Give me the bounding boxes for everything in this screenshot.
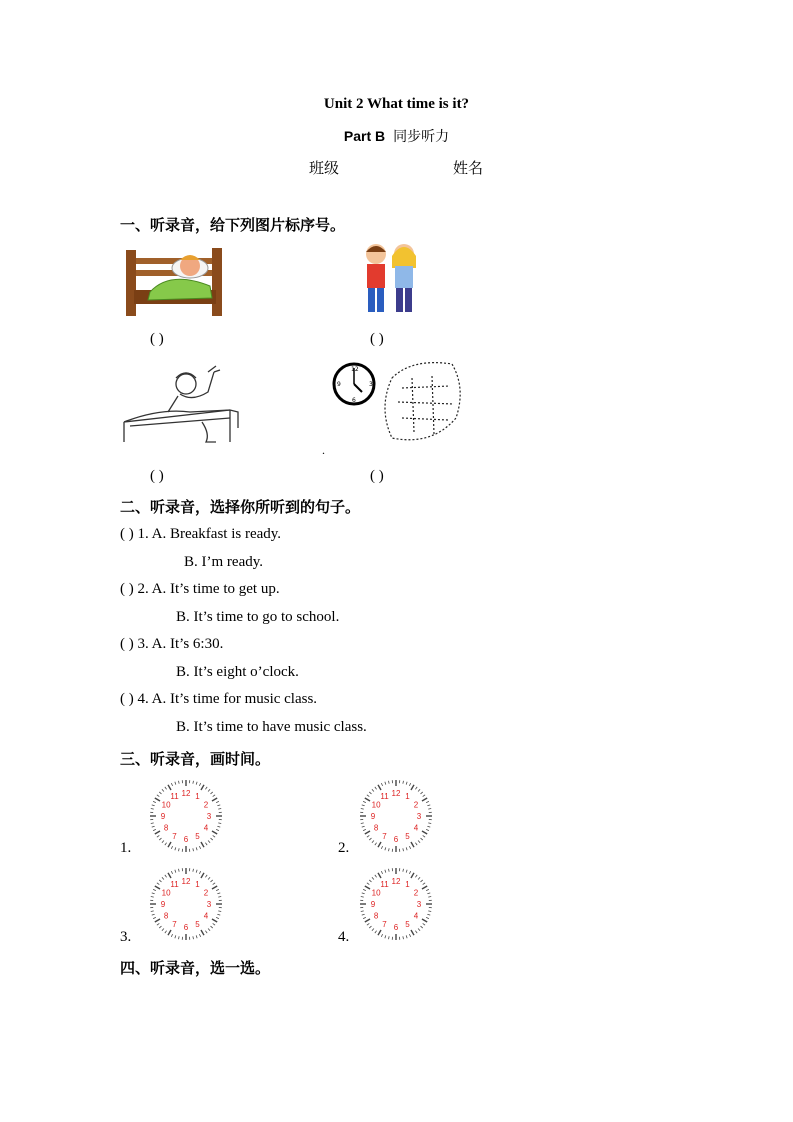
paren-4: ( ) xyxy=(370,468,384,484)
clock-tick xyxy=(153,889,156,890)
clock-numeral: 3 xyxy=(206,900,212,909)
clock-numeral: 6 xyxy=(183,835,189,844)
clock-tick xyxy=(369,880,371,882)
question-1-b: B. I’m ready. xyxy=(184,554,263,570)
clock-tick xyxy=(365,831,370,834)
clock-tick xyxy=(389,936,390,939)
clock-tick xyxy=(427,914,430,915)
clock-tick xyxy=(409,846,410,849)
clock-tick xyxy=(427,826,430,827)
clock-tick xyxy=(217,893,220,894)
clock-tick xyxy=(389,848,390,851)
clock-tick xyxy=(171,783,172,786)
clock-tick xyxy=(151,823,154,824)
svg-text:3: 3 xyxy=(369,381,373,388)
clock-tick xyxy=(157,883,159,885)
clock-tick xyxy=(389,781,390,784)
clock-tick xyxy=(216,917,219,918)
clock-face-2 xyxy=(356,776,436,856)
clock-tick xyxy=(157,923,159,925)
clock-tick xyxy=(378,930,381,935)
clock-numeral: 10 xyxy=(161,888,171,898)
clock-tick xyxy=(378,785,381,790)
clock-tick xyxy=(179,936,180,939)
clock-numeral: 8 xyxy=(373,823,379,833)
clock-tick xyxy=(389,869,390,872)
clock-numeral: 10 xyxy=(371,800,381,810)
clock-tick xyxy=(162,877,164,879)
clock-tick xyxy=(411,842,414,847)
clock-numeral: 8 xyxy=(163,823,169,833)
clock-tick xyxy=(213,883,215,885)
clock-tick xyxy=(378,873,381,878)
clock-tick xyxy=(175,935,176,938)
clock-tick xyxy=(422,886,427,889)
clock-tick xyxy=(423,923,425,925)
clock-tick xyxy=(165,931,167,933)
clock-tick xyxy=(193,936,194,939)
clock-tick xyxy=(409,871,410,874)
clock-tick xyxy=(179,869,180,872)
clock-tick xyxy=(362,914,365,915)
clock-numeral: 7 xyxy=(382,919,387,929)
clock-tick xyxy=(421,926,423,928)
clock-tick xyxy=(153,829,156,830)
clock-numeral: 1 xyxy=(405,880,410,890)
clock-tick xyxy=(153,801,156,802)
clock-tick xyxy=(365,886,370,889)
clock-numeral: 2 xyxy=(203,888,209,898)
clock-tick xyxy=(155,886,160,889)
section3-heading: 三、听录音，画时间。 xyxy=(120,750,271,768)
clock-tick xyxy=(422,798,427,801)
clock-tick xyxy=(168,785,171,790)
clock-tick xyxy=(213,923,215,925)
section4-heading: 四、听录音，选一选。 xyxy=(120,959,271,977)
clock-tick xyxy=(385,870,386,873)
clock-tick xyxy=(217,914,220,915)
clock-tick xyxy=(201,842,204,847)
clock-tick xyxy=(362,805,365,806)
clock-tick xyxy=(175,782,176,785)
clock-tick xyxy=(385,847,386,850)
clock-numeral: 10 xyxy=(371,888,381,898)
clock-numeral: 6 xyxy=(393,923,399,932)
clock-tick xyxy=(208,841,210,843)
svg-text:12: 12 xyxy=(351,366,359,373)
clock-tick xyxy=(427,893,430,894)
clock-tick xyxy=(159,926,161,928)
clock-tick xyxy=(406,870,407,873)
clock-tick xyxy=(367,835,369,837)
clock-tick xyxy=(159,792,161,794)
clock-face-4 xyxy=(356,864,436,944)
clock-numeral: 3 xyxy=(416,812,422,821)
clock-label-1: 1. xyxy=(120,840,132,856)
clock-tick xyxy=(162,841,164,843)
clock-tick xyxy=(363,917,366,918)
clock-numeral: 6 xyxy=(183,923,189,932)
clock-tick xyxy=(369,926,371,928)
clock-tick xyxy=(367,923,369,925)
clock-tick xyxy=(362,893,365,894)
clock-numeral: 12 xyxy=(181,877,191,886)
clock-tick xyxy=(216,829,219,830)
clock-tick xyxy=(217,826,220,827)
clock-tick xyxy=(218,809,221,810)
clock-tick xyxy=(155,798,160,801)
clock-numeral: 6 xyxy=(393,835,399,844)
clock-tick xyxy=(152,914,155,915)
clock-tick xyxy=(381,871,382,874)
clock-numeral: 4 xyxy=(413,823,419,833)
clock-tick xyxy=(367,883,369,885)
clock-tick xyxy=(208,789,210,791)
section1-heading: 一、听录音，给下列图片标序号。 xyxy=(120,216,346,234)
clock-numeral: 9 xyxy=(160,812,166,821)
clock-tick xyxy=(201,785,204,790)
clock-tick xyxy=(423,835,425,837)
clock-tick xyxy=(418,877,420,879)
clock-tick xyxy=(403,781,404,784)
clock-tick xyxy=(421,792,423,794)
clock-tick xyxy=(381,934,382,937)
clock-tick xyxy=(415,875,417,877)
clock-tick xyxy=(363,801,366,802)
question-2-a: ( ) 2. A. It’s time to get up. xyxy=(120,581,280,597)
clock-tick xyxy=(426,829,429,830)
clock-tick xyxy=(406,782,407,785)
clock-tick xyxy=(375,843,377,845)
clock-tick xyxy=(199,846,200,849)
clock-tick xyxy=(362,826,365,827)
clock-numeral: 2 xyxy=(413,888,419,898)
clock-tick xyxy=(369,838,371,840)
clock-numeral: 7 xyxy=(172,831,177,841)
clock-tick xyxy=(211,880,213,882)
clock-numeral: 11 xyxy=(170,880,179,890)
clock-tick xyxy=(212,831,217,834)
clock-numeral: 1 xyxy=(195,880,200,890)
clock-numeral: 4 xyxy=(203,911,209,921)
clock-numeral: 3 xyxy=(206,812,212,821)
clock-tick xyxy=(428,809,431,810)
clock-tick xyxy=(428,897,431,898)
clock-label-2: 2. xyxy=(338,840,350,856)
paren-1: ( ) xyxy=(150,331,164,347)
clock-tick xyxy=(365,798,370,801)
clock-tick xyxy=(216,889,219,890)
clock-tick xyxy=(418,841,420,843)
clock-tick xyxy=(363,889,366,890)
clock-tick xyxy=(196,782,197,785)
clock-numeral: 11 xyxy=(170,792,179,802)
clock-tick xyxy=(403,848,404,851)
clock-tick xyxy=(418,929,420,931)
clock-tick xyxy=(372,929,374,931)
clock-tick xyxy=(363,829,366,830)
clock-tick xyxy=(361,897,364,898)
clock-tick xyxy=(423,883,425,885)
clock-tick xyxy=(426,917,429,918)
clock-tick xyxy=(165,875,167,877)
clock-numeral: 8 xyxy=(163,911,169,921)
class-label: 班级 xyxy=(309,159,340,177)
section2-heading: 二、听录音，选择你所听到的句子。 xyxy=(120,498,361,516)
paren-2: ( ) xyxy=(370,331,384,347)
clock-tick xyxy=(152,805,155,806)
clock-tick xyxy=(415,843,417,845)
clock-tick xyxy=(199,783,200,786)
clock-tick xyxy=(372,841,374,843)
clock-tick xyxy=(409,934,410,937)
clock-tick xyxy=(218,911,221,912)
clock-numeral: 8 xyxy=(373,911,379,921)
clock-tick xyxy=(218,823,221,824)
part-label: Part B xyxy=(343,128,386,144)
clock-tick xyxy=(403,936,404,939)
clock-tick xyxy=(208,929,210,931)
clock-face-3 xyxy=(146,864,226,944)
clock-tick xyxy=(367,795,369,797)
clock-tick xyxy=(151,897,154,898)
clock-tick xyxy=(199,934,200,937)
page-title: Unit 2 What time is it? xyxy=(323,96,470,112)
svg-text:6: 6 xyxy=(352,397,356,404)
clock-tick xyxy=(423,795,425,797)
clock-tick xyxy=(168,930,171,935)
clock-tick xyxy=(372,877,374,879)
clock-tick xyxy=(428,911,431,912)
clock-numeral: 1 xyxy=(405,792,410,802)
clock-tick xyxy=(153,917,156,918)
clock-tick xyxy=(361,809,364,810)
clock-tick xyxy=(152,893,155,894)
clock-numeral: 5 xyxy=(195,831,200,841)
clock-numeral: 1 xyxy=(195,792,200,802)
clock-tick xyxy=(426,889,429,890)
clock-tick xyxy=(162,789,164,791)
clock-tick xyxy=(421,880,423,882)
clock-tick xyxy=(205,875,207,877)
clock-tick xyxy=(152,826,155,827)
clock-tick xyxy=(179,781,180,784)
question-2-b: B. It’s time to go to school. xyxy=(176,609,340,625)
clock-tick xyxy=(381,783,382,786)
clock-tick xyxy=(381,846,382,849)
clock-tick xyxy=(193,869,194,872)
clock-tick xyxy=(411,930,414,935)
clock-tick xyxy=(171,871,172,874)
clock-numeral: 9 xyxy=(160,900,166,909)
clock-tick xyxy=(205,787,207,789)
clock-numeral: 5 xyxy=(195,919,200,929)
clock-numeral: 12 xyxy=(181,789,191,798)
question-3-a: ( ) 3. A. It’s 6:30. xyxy=(120,636,224,652)
clock-tick xyxy=(403,869,404,872)
picture-sleeping-boy xyxy=(120,246,230,318)
clock-numeral: 2 xyxy=(203,800,209,810)
clock-numeral: 5 xyxy=(405,831,410,841)
clock-numeral: 10 xyxy=(161,800,171,810)
clock-tick xyxy=(208,877,210,879)
clock-tick xyxy=(406,935,407,938)
clock-tick xyxy=(418,789,420,791)
picture-waking-boy xyxy=(120,362,240,448)
clock-tick xyxy=(205,931,207,933)
clock-numeral: 2 xyxy=(413,800,419,810)
clock-tick xyxy=(179,848,180,851)
clock-tick xyxy=(218,897,221,898)
picture-kids-walking xyxy=(360,242,422,322)
question-4-b: B. It’s time to have music class. xyxy=(176,719,367,735)
clock-tick xyxy=(162,929,164,931)
clock-tick xyxy=(205,843,207,845)
clock-tick xyxy=(175,847,176,850)
clock-tick xyxy=(409,783,410,786)
part-cn-label: 同步听力 xyxy=(393,129,450,145)
clock-tick xyxy=(201,873,204,878)
clock-tick xyxy=(422,919,427,922)
clock-numeral: 3 xyxy=(416,900,422,909)
clock-numeral: 5 xyxy=(405,919,410,929)
clock-numeral: 4 xyxy=(413,911,419,921)
clock-tick xyxy=(406,847,407,850)
clock-tick xyxy=(217,805,220,806)
clock-tick xyxy=(193,781,194,784)
clock-tick xyxy=(201,930,204,935)
clock-tick xyxy=(421,838,423,840)
clock-tick xyxy=(375,931,377,933)
clock-tick xyxy=(411,873,414,878)
clock-tick xyxy=(369,792,371,794)
clock-tick xyxy=(196,935,197,938)
clock-tick xyxy=(372,789,374,791)
clock-tick xyxy=(165,843,167,845)
clock-tick xyxy=(385,935,386,938)
paren-3: ( ) xyxy=(150,468,164,484)
clock-tick xyxy=(193,848,194,851)
clock-tick xyxy=(155,919,160,922)
clock-tick xyxy=(375,787,377,789)
question-4-a: ( ) 4. A. It’s time for music class. xyxy=(120,691,318,707)
clock-numeral: 12 xyxy=(391,789,401,798)
question-3-b: B. It’s eight o’clock. xyxy=(176,664,299,680)
clock-tick xyxy=(212,886,217,889)
clock-tick xyxy=(199,871,200,874)
clock-tick xyxy=(415,787,417,789)
clock-tick xyxy=(159,880,161,882)
clock-face-1 xyxy=(146,776,226,856)
clock-tick xyxy=(385,782,386,785)
clock-numeral: 11 xyxy=(380,792,389,802)
clock-tick xyxy=(157,795,159,797)
clock-tick xyxy=(213,795,215,797)
clock-tick xyxy=(159,838,161,840)
clock-tick xyxy=(165,787,167,789)
clock-numeral: 11 xyxy=(380,880,389,890)
picture-clock-scene xyxy=(332,358,468,450)
clock-tick xyxy=(378,842,381,847)
clock-numeral: 12 xyxy=(391,877,401,886)
clock-tick xyxy=(365,919,370,922)
clock-tick xyxy=(211,838,213,840)
question-1-a: ( ) 1. A. Breakfast is ready. xyxy=(120,526,282,542)
clock-numeral: 9 xyxy=(370,900,376,909)
clock-tick xyxy=(168,873,171,878)
clock-label-3: 3. xyxy=(120,929,132,945)
clock-tick xyxy=(216,801,219,802)
clock-tick xyxy=(427,805,430,806)
clock-tick xyxy=(212,798,217,801)
clock-numeral: 4 xyxy=(203,823,209,833)
clock-tick xyxy=(211,926,213,928)
clock-tick xyxy=(211,792,213,794)
clock-tick xyxy=(151,809,154,810)
clock-tick xyxy=(415,931,417,933)
clock-tick xyxy=(361,823,364,824)
clock-tick xyxy=(375,875,377,877)
clock-tick xyxy=(171,846,172,849)
stray-dot: . xyxy=(322,443,325,457)
clock-tick xyxy=(196,870,197,873)
clock-tick xyxy=(171,934,172,937)
clock-numeral: 7 xyxy=(382,831,387,841)
clock-tick xyxy=(422,831,427,834)
clock-tick xyxy=(213,835,215,837)
clock-tick xyxy=(151,911,154,912)
page-subtitle xyxy=(0,126,793,146)
clock-tick xyxy=(426,801,429,802)
clock-tick xyxy=(212,919,217,922)
clock-label-4: 4. xyxy=(338,929,350,945)
clock-tick xyxy=(175,870,176,873)
svg-text:9: 9 xyxy=(337,381,341,388)
clock-tick xyxy=(155,831,160,834)
clock-numeral: 9 xyxy=(370,812,376,821)
clock-tick xyxy=(428,823,431,824)
clock-tick xyxy=(361,911,364,912)
name-label: 姓名 xyxy=(453,159,484,177)
clock-tick xyxy=(157,835,159,837)
clock-tick xyxy=(196,847,197,850)
clock-tick xyxy=(411,785,414,790)
clock-tick xyxy=(168,842,171,847)
clock-numeral: 7 xyxy=(172,919,177,929)
